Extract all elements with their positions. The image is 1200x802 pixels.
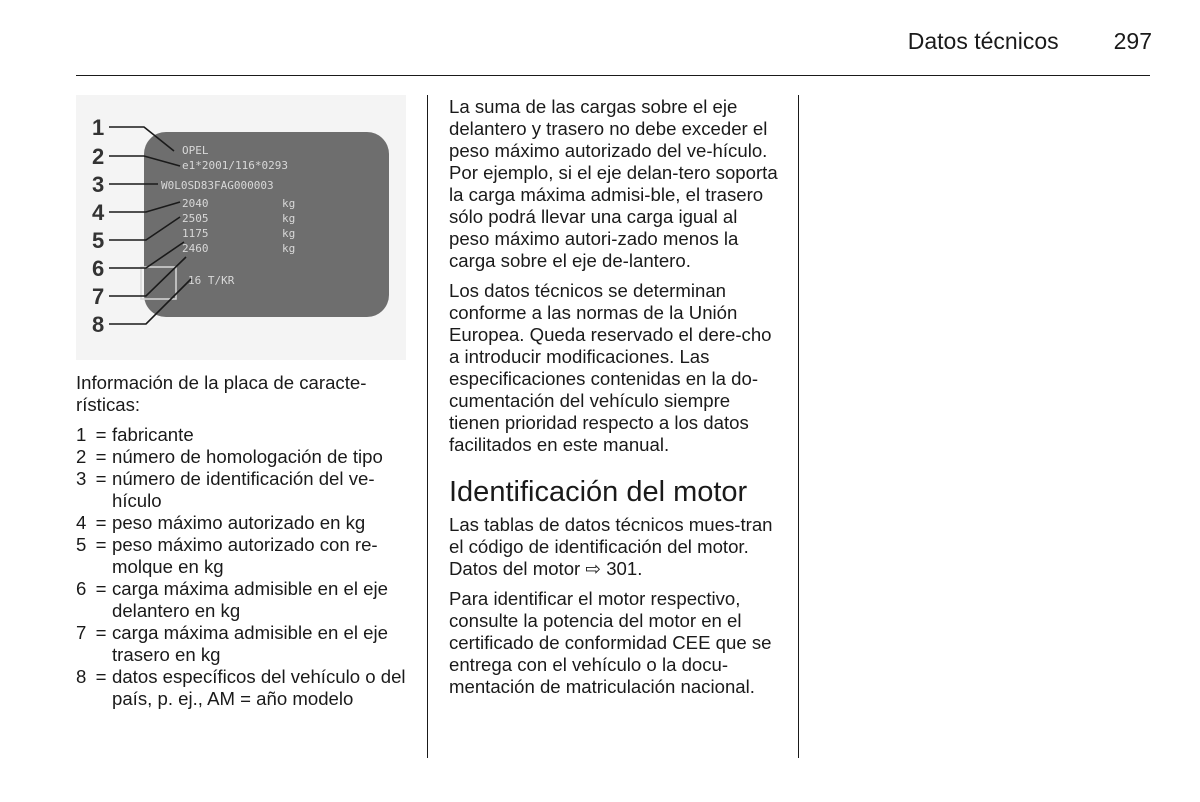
legend-text: peso máximo autorizado con re-molque en kg [112, 534, 378, 577]
legend-equals: = [95, 446, 107, 467]
axle-load-paragraph: La suma de las cargas sobre el eje delantero y trasero no debe exceder el peso máximo autorizado del ve-hículo. Por ejemplo, si el eje delan-tero soporta la carga máxima admisi-ble, el trasero sólo podrá llevar una carga igual al peso máximo autori-zado menos la carga sobre el eje de-lantero. [449, 96, 778, 271]
legend-text: peso máximo autorizado en kg [112, 512, 366, 533]
plate-line-3: W0L0SD83FAG000003 [161, 179, 274, 192]
legend-text: carga máxima admisible en el eje delantero en kg [112, 578, 388, 621]
engine-id-heading: Identificación del motor [449, 476, 748, 508]
legend-text: carga máxima admisible en el eje trasero en kg [112, 622, 388, 665]
callout-5: 5 [92, 228, 105, 253]
page-reference-link[interactable]: 301. [606, 558, 643, 579]
plate-line-1: OPEL [182, 144, 209, 157]
plate-line-8: 16 T/KR [188, 274, 235, 287]
legend-text: fabricante [112, 424, 194, 445]
engine-code-text: Las tablas de datos técnicos mues-tran el código de identificación del motor. Datos del motor [449, 514, 773, 579]
legend-equals: = [95, 666, 107, 687]
plate-intro: Información de la placa de caracte-rísticas: [76, 372, 367, 415]
legend-equals: = [95, 424, 107, 445]
cross-reference-arrow-icon: ⇨ [585, 558, 602, 579]
plate-line-7: 2460 [182, 242, 209, 255]
middle-column [449, 96, 781, 706]
header-divider [76, 75, 1150, 76]
legend-item [76, 622, 411, 666]
plate-line-2: e1*2001/116*0293 [182, 159, 288, 172]
column-divider-right [798, 95, 799, 758]
page-number: 297 [1113, 28, 1152, 54]
legend-item [76, 512, 411, 534]
legend-number: 2 [76, 446, 87, 467]
legend-equals: = [95, 578, 107, 599]
legend-text: datos específicos del vehículo o del país, p. ej., AM = año modelo [112, 666, 406, 709]
legend-equals: = [95, 512, 107, 533]
legend-equals: = [95, 622, 107, 643]
callout-4: 4 [92, 200, 105, 225]
left-column [76, 372, 411, 710]
legend-number: 4 [76, 512, 87, 533]
callout-2: 2 [92, 144, 105, 169]
page-header [908, 28, 1152, 55]
plate-unit-1: kg [282, 197, 296, 210]
legend-item [76, 446, 411, 468]
legend-item [76, 424, 411, 446]
legend-item [76, 578, 411, 622]
legend-item [76, 468, 411, 512]
legend-text: número de homologación de tipo [112, 446, 383, 467]
callout-3: 3 [92, 172, 105, 197]
legend-number: 7 [76, 622, 87, 643]
plate-unit-3: kg [282, 227, 296, 240]
callout-6: 6 [92, 256, 105, 281]
callout-1: 1 [92, 115, 105, 140]
eu-standards-paragraph: Los datos técnicos se determinan conforme a las normas de la Unión Europea. Queda reservado el dere-cho a introducir modificaciones. Las especificaciones contenidas en la do-cumentación del vehículo siempre tienen prioridad respecto a los datos facilitados en este manual. [449, 280, 772, 455]
legend-number: 6 [76, 578, 87, 599]
legend-equals: = [95, 534, 107, 555]
section-title: Datos técnicos [907, 28, 1059, 54]
plate-line-5: 2505 [182, 212, 209, 225]
engine-code-paragraph [449, 514, 781, 580]
legend-equals: = [95, 468, 107, 489]
plate-unit-4: kg [282, 242, 296, 255]
legend-item [76, 534, 411, 578]
plate-line-6: 1175 [182, 227, 209, 240]
legend-number: 3 [76, 468, 87, 489]
engine-power-paragraph: Para identificar el motor respectivo, consulte la potencia del motor en el certificado de conformidad CEE que se entrega con el vehículo o la docu-mentación de matriculación nacional. [449, 588, 772, 697]
plate-legend [76, 424, 411, 710]
legend-number: 5 [76, 534, 87, 555]
column-divider-left [427, 95, 428, 758]
plate-unit-2: kg [282, 212, 296, 225]
plate-line-4: 2040 [182, 197, 209, 210]
legend-number: 1 [76, 424, 87, 445]
legend-item [76, 666, 411, 710]
legend-text: número de identificación del ve-hículo [112, 468, 375, 511]
id-plate-figure [76, 95, 406, 360]
callout-7: 7 [92, 284, 105, 309]
legend-number: 8 [76, 666, 87, 687]
callout-8: 8 [92, 312, 105, 337]
